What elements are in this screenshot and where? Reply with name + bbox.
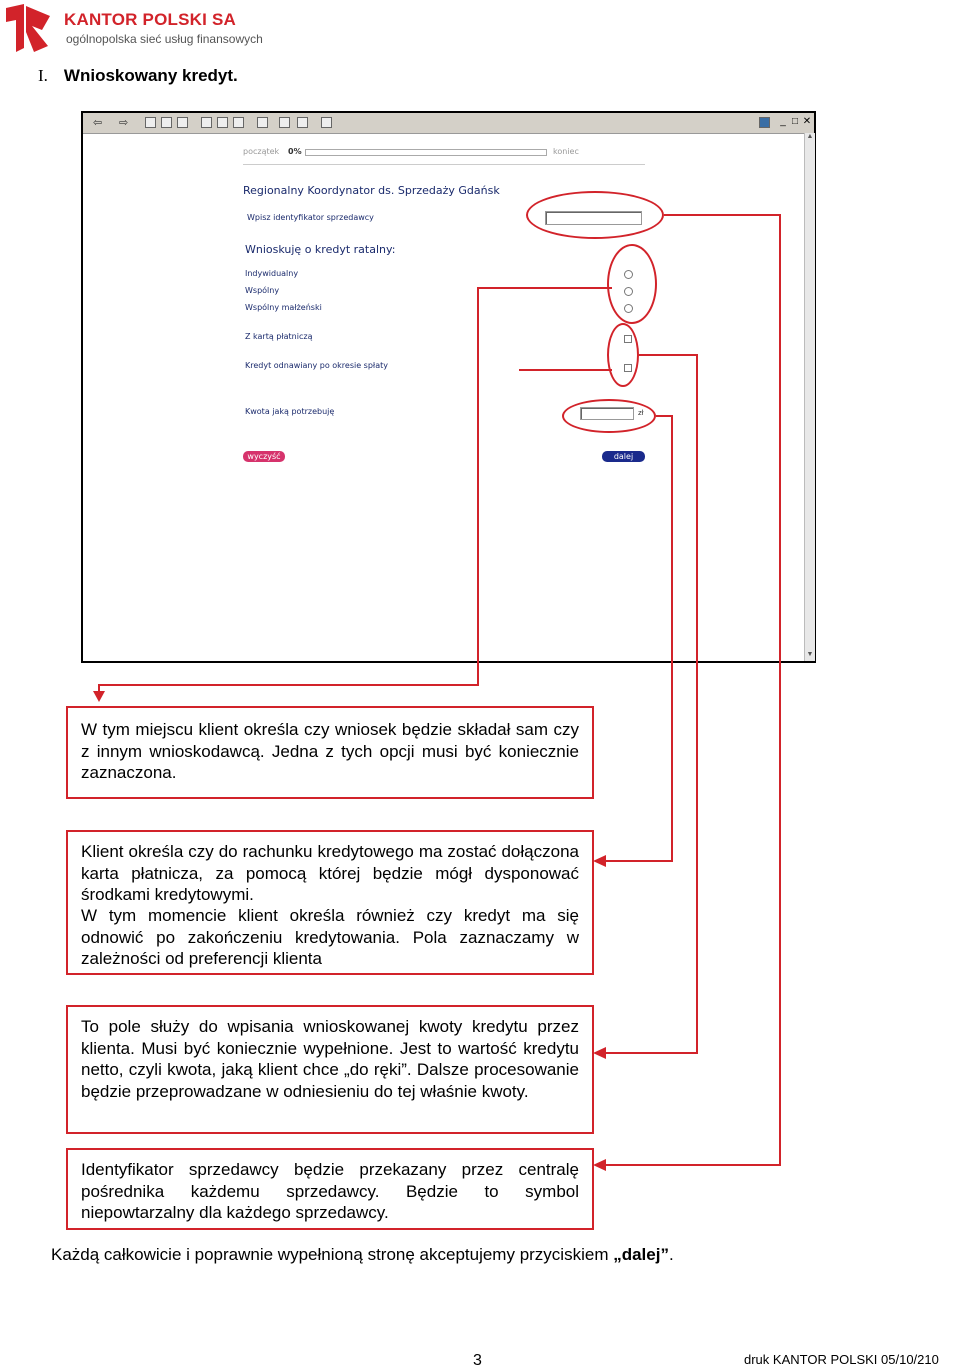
callout-amount [66,1005,594,1134]
currency-label: zł [638,409,644,417]
maximize-icon[interactable]: □ [791,116,799,127]
back-icon[interactable]: ⇦ [93,117,103,129]
coordinator-heading: Regionalny Koordynator ds. Sprzedaży Gdańsk [243,184,500,197]
callout-seller-id-text: Identyfikator sprzedawcy będzie przekazany przez centralę pośrednika każdemu sprzedawcy. Będzie to symbol niepowtarzalny dla każdego sprzedawcy. [81,1160,579,1222]
scroll-down-icon[interactable]: ▼ [806,651,814,658]
callout-seller-id [66,1148,594,1230]
section-number: I. [38,66,48,85]
callout-applicant-type [66,706,594,799]
page-number: 3 [473,1352,482,1369]
section-heading: Wnioskowany kredyt. [63,66,238,85]
callout-amount-text: To pole służy do wpisania wnioskowanej kwoty kredytu przez klienta. Musi być koniecznie wypełnione. Jest to wartość kredytu netto, czyli kwota, jaką klient chce „do ręki”. Dalsze procesowanie będzie przeprowadzane w odniesieniu do tej właśnie kwoty. [81,1017,579,1101]
logo-title: KANTOR POLSKI SA [64,10,236,29]
callout-renewal-text: W tym momencie klient określa również czy kredyt ma się odnowić po zakończeniu kredytowania. Pola zaznaczamy w zależności od preferencji klienta [81,906,579,968]
final-note-text: Każdą całkowicie i poprawnie wypełnioną stronę akceptujemy przyciskiem [51,1245,614,1264]
final-note-bold: „dalej” [613,1245,669,1264]
clear-button[interactable]: wyczyść [243,451,285,462]
progress-start-label: początek [243,147,280,156]
option-individual-label: Indywidualny [245,269,299,278]
next-button[interactable]: dalej [602,451,645,462]
final-note-end: . [668,1245,674,1264]
callout-card-text: Klient określa czy do rachunku kredytowego ma zostać dołączona karta płatnicza, za pomocą której będzie mógł dysponować środkami kredytowymi. [81,842,579,904]
option-marital-label: Wspólny małżeński [245,303,322,312]
minimize-icon[interactable]: _ [780,116,786,127]
card-label: Z kartą płatniczą [245,332,313,341]
callout-card-renewal [66,830,594,975]
amount-label: Kwota jaką potrzebuję [245,407,335,416]
progress-end-label: koniec [553,147,579,156]
credit-question: Wnioskuję o kredyt ratalny: [245,243,396,256]
logo-subtitle: ogólnopolska sieć usług finansowych [66,32,263,46]
callout-applicant-type-text: W tym miejscu klient określa czy wniosek będzie składał sam czy z innym wnioskodawcą. Jedna z tych opcji musi być koniecznie zaznaczona. [81,720,579,782]
final-note [51,1245,674,1265]
scroll-up-icon[interactable]: ▲ [806,133,814,140]
seller-id-label: Wpisz identyfikator sprzedawcy [247,213,374,222]
renew-label: Kredyt odnawiany po okresie spłaty [245,361,388,370]
forward-icon[interactable]: ⇨ [119,117,129,129]
progress-percent: 0% [288,147,302,156]
close-icon[interactable]: ✕ [802,116,812,127]
option-joint-label: Wspólny [245,286,280,295]
document-code: druk KANTOR POLSKI 05/10/210 [744,1352,939,1367]
